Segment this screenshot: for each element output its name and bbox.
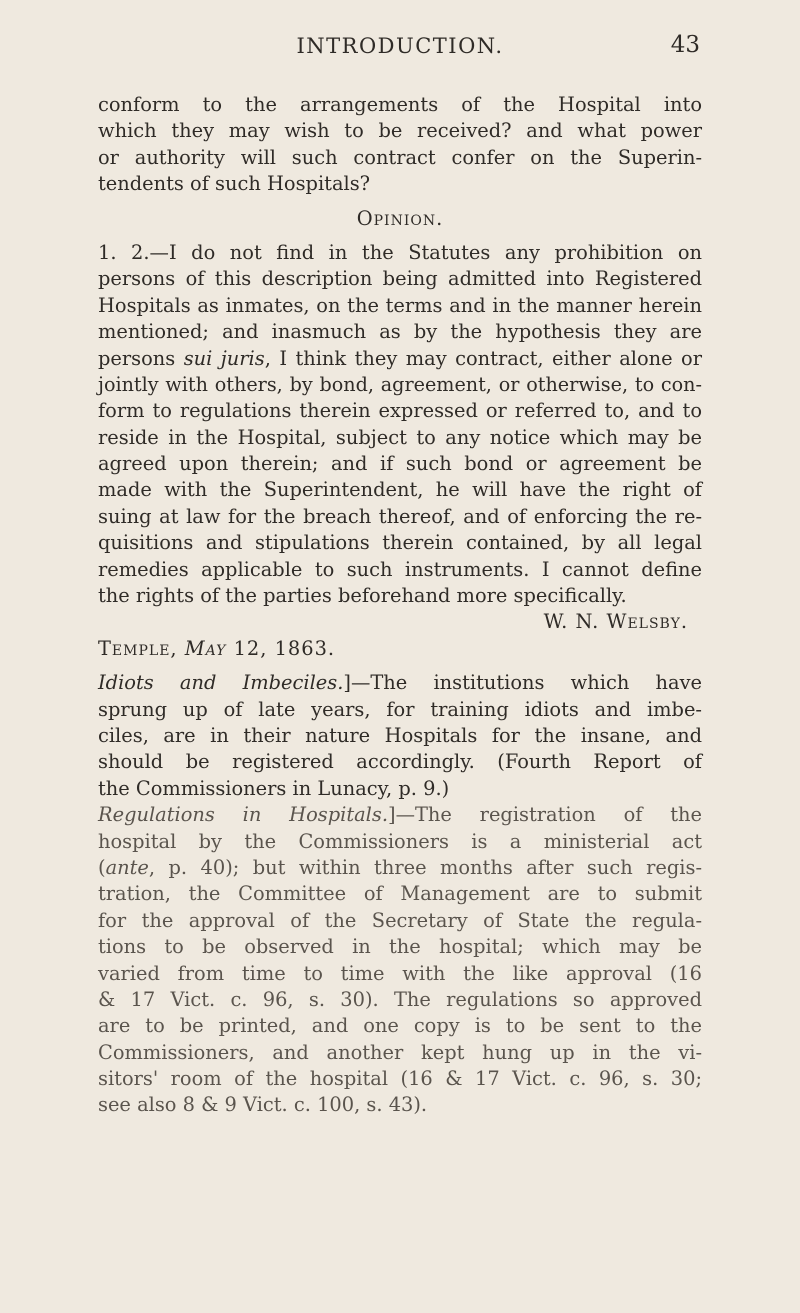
text-line: & 17 Vict. c. 96, s. 30). The regulations so approved [98,987,702,1011]
text-line: conform to the arrangements of the Hospital into [98,93,702,116]
text-line: (ante, p. 40); but within three months after such regis- [98,855,702,879]
text-line: see also 8 & 9 Vict. c. 100, s. 43). [98,1093,428,1117]
text-line: jointly with others, by bond, agreement, or otherwise, to con- [98,372,702,396]
text-line: hospital by the Commissioners is a ministerial act [98,829,702,853]
text-line: tendents of such Hospitals? [98,172,371,196]
text-line: 1. 2.—I do not find in the Statutes any prohibition on [98,240,702,264]
text-line: sprung up of late years, for training idiots and imbe- [98,697,702,721]
text-line: varied from time to time with the like approval (16 [98,961,702,985]
page-body [98,92,702,1119]
text-line: persons of this description being admitted into Registered [98,267,702,291]
text-line: Idiots and Imbeciles.]—The institutions which have [98,671,702,695]
text-line: Commissioners, and another kept hung up in the vi- [98,1040,702,1064]
text-line: for the approval of the Secretary of State the regula- [98,908,702,932]
text-line: tions to be observed in the hospital; which may be [98,935,702,959]
text-line: the Commissioners in Lunacy, p. 9.) [98,776,450,800]
running-title: INTRODUCTION. [296,34,504,58]
text-line: should be registered accordingly. (Fourth Report of [98,750,702,774]
text-line: remedies applicable to such instruments. I cannot define [98,557,702,581]
signature-name: W. N. Welsby. [543,610,688,634]
text-line: or authority will such contract confer on the Superin- [98,145,702,169]
running-head [0,30,800,66]
text-line: quisitions and stipulations therein contained, by all legal [98,531,702,555]
text-line: Regulations in Hospitals.]—The registration of the [98,803,702,827]
text-line: mentioned; and inasmuch as by the hypothesis they are [98,320,702,344]
text-line: sitors' room of the hospital (16 & 17 Vict. c. 96, s. 30; [98,1067,702,1091]
text-line: which they may wish to be received? and what power [98,119,702,143]
signature-date: Temple, May 12, 1863. [98,636,336,660]
text-line: the rights of the parties beforehand more specifically. [98,584,627,608]
text-line: reside in the Hospital, subject to any notice which may be [98,425,702,449]
text-line: are to be printed, and one copy is to be sent to the [98,1014,702,1038]
page-number: 43 [670,32,700,58]
text-line: form to regulations therein expressed or referred to, and to [98,399,702,423]
text-line: ciles, are in their nature Hospitals for the insane, and [98,723,702,747]
text-line: suing at law for the breach thereof, and of enforcing the re- [98,504,702,528]
opinion-heading: Opinion. [356,206,444,230]
text-line: tration, the Committee of Management are to submit [98,882,702,906]
text-line: agreed upon therein; and if such bond or agreement be [98,452,702,476]
text-line: made with the Superintendent, he will have the right of [98,478,702,502]
text-line: persons sui juris, I think they may contract, either alone or [98,346,703,370]
text-line: Hospitals as inmates, on the terms and in the manner herein [98,293,702,317]
